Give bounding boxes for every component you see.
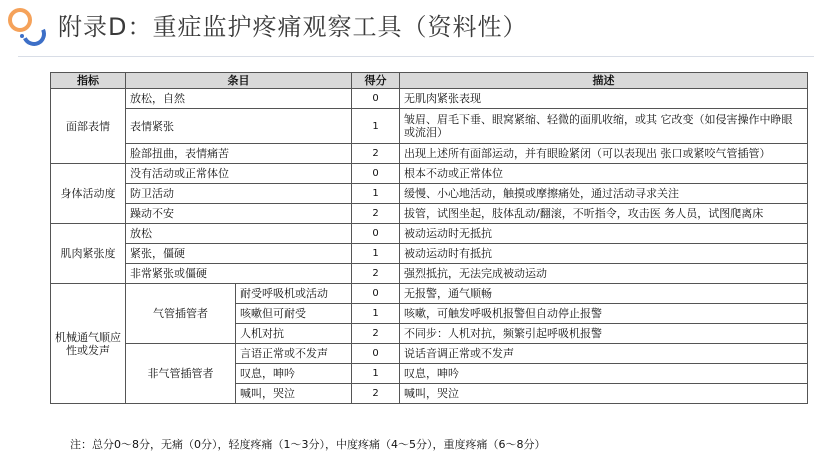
score-cell: 1 (352, 109, 400, 144)
score-cell: 2 (352, 144, 400, 164)
logo-dot-icon (20, 34, 24, 38)
item-cell: 非常紧张或僵硬 (126, 264, 352, 284)
description-cell: 缓慢、小心地活动，触摸或摩擦痛处，通过活动寻求关注 (400, 184, 808, 204)
item-cell: 人机对抗 (236, 324, 352, 344)
score-cell: 2 (352, 204, 400, 224)
subgroup-cell: 气管插管者 (126, 284, 236, 344)
table-row (51, 344, 808, 364)
description-cell: 出现上述所有面部运动，并有眼睑紧闭（可以表现出 张口或紧咬气管插管） (400, 144, 808, 164)
table-row (51, 144, 808, 164)
indicator-cell: 机械通气顺应性或发声 (51, 284, 126, 404)
table-row (51, 244, 808, 264)
description-cell: 根本不动或正常体位 (400, 164, 808, 184)
score-cell: 0 (352, 89, 400, 109)
item-cell: 放松，自然 (126, 89, 352, 109)
item-cell: 放松 (126, 224, 352, 244)
score-cell: 2 (352, 384, 400, 404)
score-cell: 0 (352, 344, 400, 364)
description-cell: 说话音调正常或不发声 (400, 344, 808, 364)
score-cell: 2 (352, 324, 400, 344)
table-row (51, 284, 808, 304)
item-cell: 叹息，呻吟 (236, 364, 352, 384)
score-cell: 0 (352, 284, 400, 304)
description-cell: 被动运动时有抵抗 (400, 244, 808, 264)
table-row (51, 184, 808, 204)
indicator-cell: 身体活动度 (51, 164, 126, 224)
score-cell: 1 (352, 364, 400, 384)
score-cell: 1 (352, 244, 400, 264)
score-cell: 1 (352, 184, 400, 204)
description-cell: 被动运动时无抵抗 (400, 224, 808, 244)
table-header-row (51, 73, 808, 89)
item-cell: 耐受呼吸机或活动 (236, 284, 352, 304)
score-cell: 1 (352, 304, 400, 324)
description-cell: 喊叫，哭泣 (400, 384, 808, 404)
subgroup-cell: 非气管插管者 (126, 344, 236, 404)
header-score: 得分 (352, 73, 400, 89)
description-cell: 强烈抵抗，无法完成被动运动 (400, 264, 808, 284)
description-cell: 无肌肉紧张表现 (400, 89, 808, 109)
score-cell: 2 (352, 264, 400, 284)
description-cell: 无报警，通气顺畅 (400, 284, 808, 304)
item-cell: 防卫活动 (126, 184, 352, 204)
table-row (51, 224, 808, 244)
page-title: 附录D：重症监护疼痛观察工具（资料性） (58, 13, 528, 41)
table-row (51, 164, 808, 184)
header-item: 条目 (126, 73, 352, 89)
item-cell: 言语正常或不发声 (236, 344, 352, 364)
table-row (51, 89, 808, 109)
header-indicator: 指标 (51, 73, 126, 89)
item-cell: 咳嗽但可耐受 (236, 304, 352, 324)
indicator-cell: 面部表情 (51, 89, 126, 164)
footnote: 注：总分0～8分，无痛（0分），轻度疼痛（1～3分），中度疼痛（4～5分），重度疼痛（6～8分） (70, 438, 546, 451)
indicator-cell: 肌肉紧张度 (51, 224, 126, 284)
title-divider (18, 56, 814, 57)
table-row (51, 109, 808, 144)
item-cell: 紧张，僵硬 (126, 244, 352, 264)
item-cell: 表情紧张 (126, 109, 352, 144)
description-cell: 皱眉、眉毛下垂、眼窝紧缩、轻微的面肌收缩，或其 它改变（如侵害操作中睁眼或流泪） (400, 109, 808, 144)
score-cell: 0 (352, 224, 400, 244)
description-cell: 不同步：人机对抗，频繁引起呼吸机报警 (400, 324, 808, 344)
description-cell: 咳嗽，可触发呼吸机报警但自动停止报警 (400, 304, 808, 324)
cpot-table (50, 72, 808, 404)
item-cell: 没有活动或正常体位 (126, 164, 352, 184)
table-row (51, 204, 808, 224)
score-cell: 0 (352, 164, 400, 184)
item-cell: 脸部扭曲，表情痛苦 (126, 144, 352, 164)
header-description: 描述 (400, 73, 808, 89)
table-row (51, 264, 808, 284)
description-cell: 叹息，呻吟 (400, 364, 808, 384)
description-cell: 拔管，试图坐起，肢体乱动/翻滚，不听指令，攻击医 务人员，试图爬离床 (400, 204, 808, 224)
item-cell: 躁动不安 (126, 204, 352, 224)
item-cell: 喊叫，哭泣 (236, 384, 352, 404)
